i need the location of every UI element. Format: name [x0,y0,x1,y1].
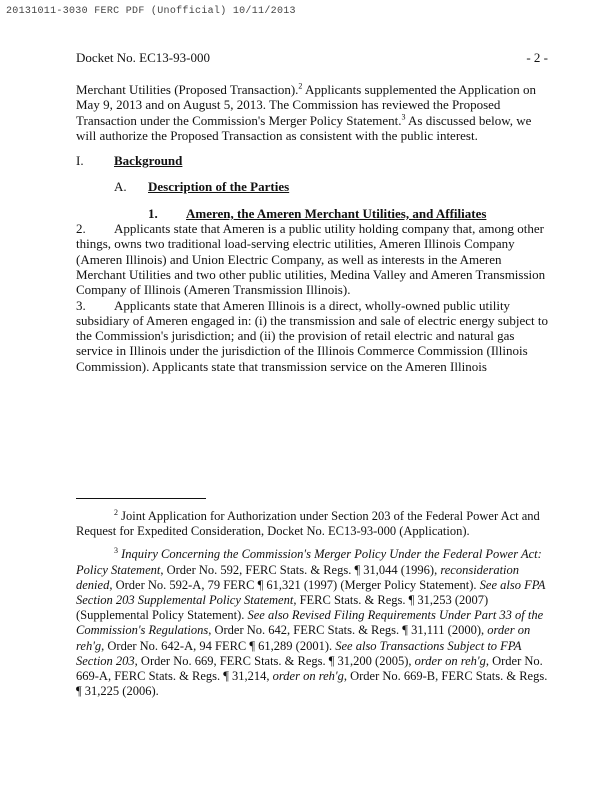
intro-paragraph [76,82,548,143]
footnote-text: Joint Application for Authorization under Section 203 of the Federal Power Act and Request for Expedited Consideration, Docket No. EC13-93-000 (Application). [76,509,540,539]
citation-text: , Order No. 592-A, 79 FERC ¶ 61,321 (1997) (Merger Policy Statement). [109,577,480,592]
citation-text: , FERC Stats. & Regs. ¶ 31,253 (2007) (Supplemental Policy Statement). [76,593,489,623]
citation-title: See also Transactions Subject to FPA Section 203 [76,638,522,668]
footnotes-section [76,498,548,707]
document-body [76,82,548,374]
intro-text-a: Merchant Utilities (Proposed Transaction). [76,82,299,97]
citation-title: order on reh'g [414,653,486,668]
section-number: I. [76,153,84,169]
citation-text: , Order No. 592, FERC Stats. & Regs. ¶ 31,044 (1996), [160,562,441,577]
filing-stamp: 20131011-3030 FERC PDF (Unofficial) 10/11/2013 [6,6,296,17]
citation-title: See also Revised Filing Requirements Under Part 33 of the Commission's Regulations [76,608,544,638]
section-title: Background [114,153,183,169]
paragraph-number: 3. [76,297,86,313]
footnote-number: 2 [114,507,118,517]
footnote-2 [76,509,548,539]
footnote-ref-3: 3 [401,112,406,122]
subsection-title: Description of the Parties [148,179,290,195]
paragraph-number: 2. [76,221,86,237]
citation-text: , Order No. 669-A, FERC Stats. & Regs. ¶ 31,214, [76,653,543,684]
docket-number: Docket No. EC13-93-000 [76,50,210,65]
citation-title: Inquiry Concerning the Commission's Merger Policy Under the Federal Power Act: Policy Statement [76,547,542,577]
citation-title: order on reh'g [272,669,344,684]
paragraph-text: Applicants state that Ameren Illinois is a direct, wholly-owned public utility subsidiary of Ameren engaged in: (i) the transmission and sale of electric energy subject to the Commission's jurisdiction; and (ii) the provision of retail electric and natural gas service in Illinois under the jurisdiction of the Illinois Commerce Commission (Illinois Commission). Applicants state that transmission service on the Ameren Illinois [76,297,548,374]
citation-title: reconsideration denied [76,562,520,592]
footnote-divider [76,498,206,499]
intro-text-b: Applicants supplemented the Application on May 9, 2013 and on August 5, 2013. The Commission has reviewed the Proposed Transaction under the Commission's Merger Policy Statement. [76,82,537,128]
numbered-paragraph [76,298,548,374]
citation-text: , Order No. 642-A, 94 FERC ¶ 61,289 (2001). [101,638,336,653]
footnote-number: 3 [114,546,118,556]
subsection-heading-parties [76,179,548,194]
citation-title: order on reh'g [76,623,531,653]
subsection-number: A. [114,179,127,195]
numbered-paragraph [76,221,548,297]
citation-text: , Order No. 669, FERC Stats. & Regs. ¶ 31,200 (2005), [134,653,415,668]
citation-text: , Order No. 669-B, FERC Stats. & Regs. ¶ 31,225 (2006). [76,669,548,699]
citation-title: See also FPA Section 203 Supplemental Policy Statement [76,577,546,608]
footnote-ref-2: 2 [298,81,303,91]
page-number: - 2 - [526,50,548,65]
section-heading-background [76,153,548,168]
citation-text: , Order No. 642, FERC Stats. & Regs. ¶ 31,111 (2000), [208,623,488,638]
subsubsection-heading-ameren [76,206,548,221]
paragraph-text: Applicants state that Ameren is a public utility holding company that, among other things, owns two traditional load-serving electric utilities, Ameren Illinois Company (Ameren Illinois) and Union Electric Company, as well as interests in the Ameren Merchant Utilities and two other public utilities, Medina Valley and Ameren Transmission Company of Illinois (Ameren Transmission Illinois). [76,221,546,298]
subsubsection-number: 1. [148,205,158,221]
subsubsection-title: Ameren, the Ameren Merchant Utilities, and Affiliates [186,205,487,221]
intro-text-c: As discussed below, we will authorize the Proposed Transaction as consistent with the public interest. [76,112,532,143]
footnote-3 [76,547,548,699]
